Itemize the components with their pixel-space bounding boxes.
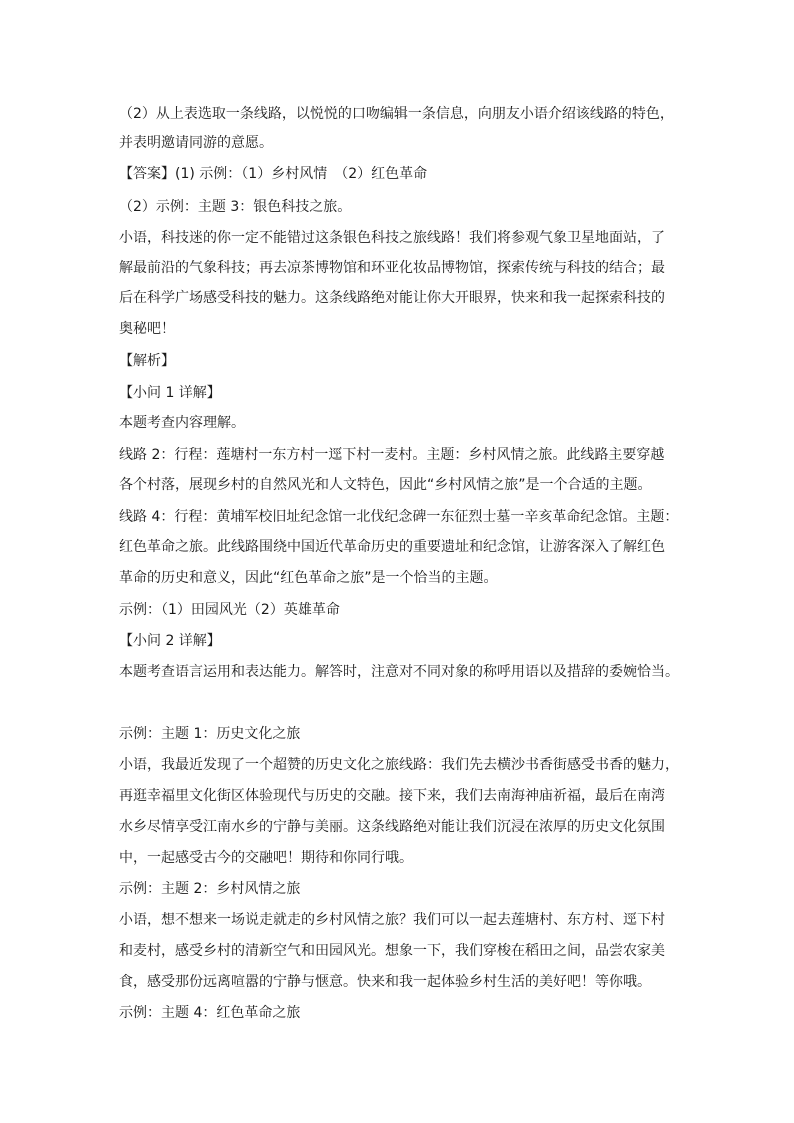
answer-heading: 【答案】(1) 示例：（1）乡村风情 （2）红色革命: [119, 166, 428, 182]
text-line: 奥秘吧！: [119, 321, 175, 337]
text-line: 解最前沿的气象科技；再去凉茶博物馆和环亚化妆品博物馆，探索传统与科技的结合；最: [119, 260, 665, 276]
text-line: 示例：主题 4：红色革命之旅: [119, 1005, 301, 1021]
text-line: 红色革命之旅。此线路围绕中国近代革命历史的重要遗址和纪念馆，让游客深入了解红色: [119, 539, 665, 555]
text-line: 线路 4：行程：黄埔军校旧址纪念馆一北伐纪念碑一东征烈士墓一辛亥革命纪念馆。主题：: [119, 509, 679, 525]
text-line: 本题考查语言运用和表达能力。解答时，注意对不同对象的称呼用语以及措辞的委婉恰当。: [119, 664, 679, 680]
text-line: 并表明邀请同游的意愿。: [119, 135, 273, 151]
text-line: 革命的历史和意义，因此“红色革命之旅”是一个恰当的主题。: [119, 570, 498, 586]
text-line: 本题考查内容理解。: [119, 415, 245, 431]
text-line: 示例：主题 2：乡村风情之旅: [119, 881, 301, 897]
text-line: 水乡尽情享受江南水乡的宁静与美丽。这条线路绝对能让我们沉浸在浓厚的历史文化氛围: [119, 819, 665, 835]
subquestion-heading: 【小问 2 详解】: [119, 633, 221, 649]
text-line: 小语，我最近发现了一个超赞的历史文化之旅线路：我们先去横沙书香街感受书香的魅力，: [119, 757, 679, 773]
text-line: 后在科学广场感受科技的魅力。这条线路绝对能让你大开眼界，快来和我一起探索科技的: [119, 290, 665, 306]
text-line: 中，一起感受古今的交融吧！期待和你同行哦。: [119, 850, 413, 866]
text-line: 示例：（1）田园风光（2）英雄革命: [119, 602, 340, 618]
text-line: 小语，想不想来一场说走就走的乡村风情之旅？我们可以一起去莲塘村、东方村、逕下村: [119, 912, 665, 928]
subquestion-heading: 【小问 1 详解】: [119, 385, 221, 401]
analysis-heading: 【解析】: [119, 353, 175, 369]
text-line: 再逛幸福里文化街区体验现代与历史的交融。接下来，我们去南海神庙祈福，最后在南湾: [119, 788, 665, 804]
text-line: 和麦村，感受乡村的清新空气和田园风光。想象一下，我们穿梭在稻田之间，品尝农家美: [119, 943, 665, 959]
text-line: 各个村落，展现乡村的自然风光和人文特色，因此“乡村风情之旅”是一个合适的主题。: [119, 477, 652, 493]
text-line: （2）从上表选取一条线路，以悦悦的口吻编辑一条信息，向朋友小语介绍该线路的特色，: [119, 106, 674, 122]
text-line: 示例：主题 1：历史文化之旅: [119, 726, 301, 742]
text-line: 小语，科技迷的你一定不能错过这条银色科技之旅线路！我们将参观气象卫星地面站，了: [119, 230, 665, 246]
text-line: 线路 2：行程：莲塘村一东方村一逕下村一麦村。主题：乡村风情之旅。此线路主要穿越: [119, 447, 665, 463]
text-line: 食，感受那份远离喧嚣的宁静与惬意。快来和我一起体验乡村生活的美好吧！等你哦。: [119, 974, 651, 990]
text-line: （2）示例：主题 3：银色科技之旅。: [119, 199, 352, 215]
